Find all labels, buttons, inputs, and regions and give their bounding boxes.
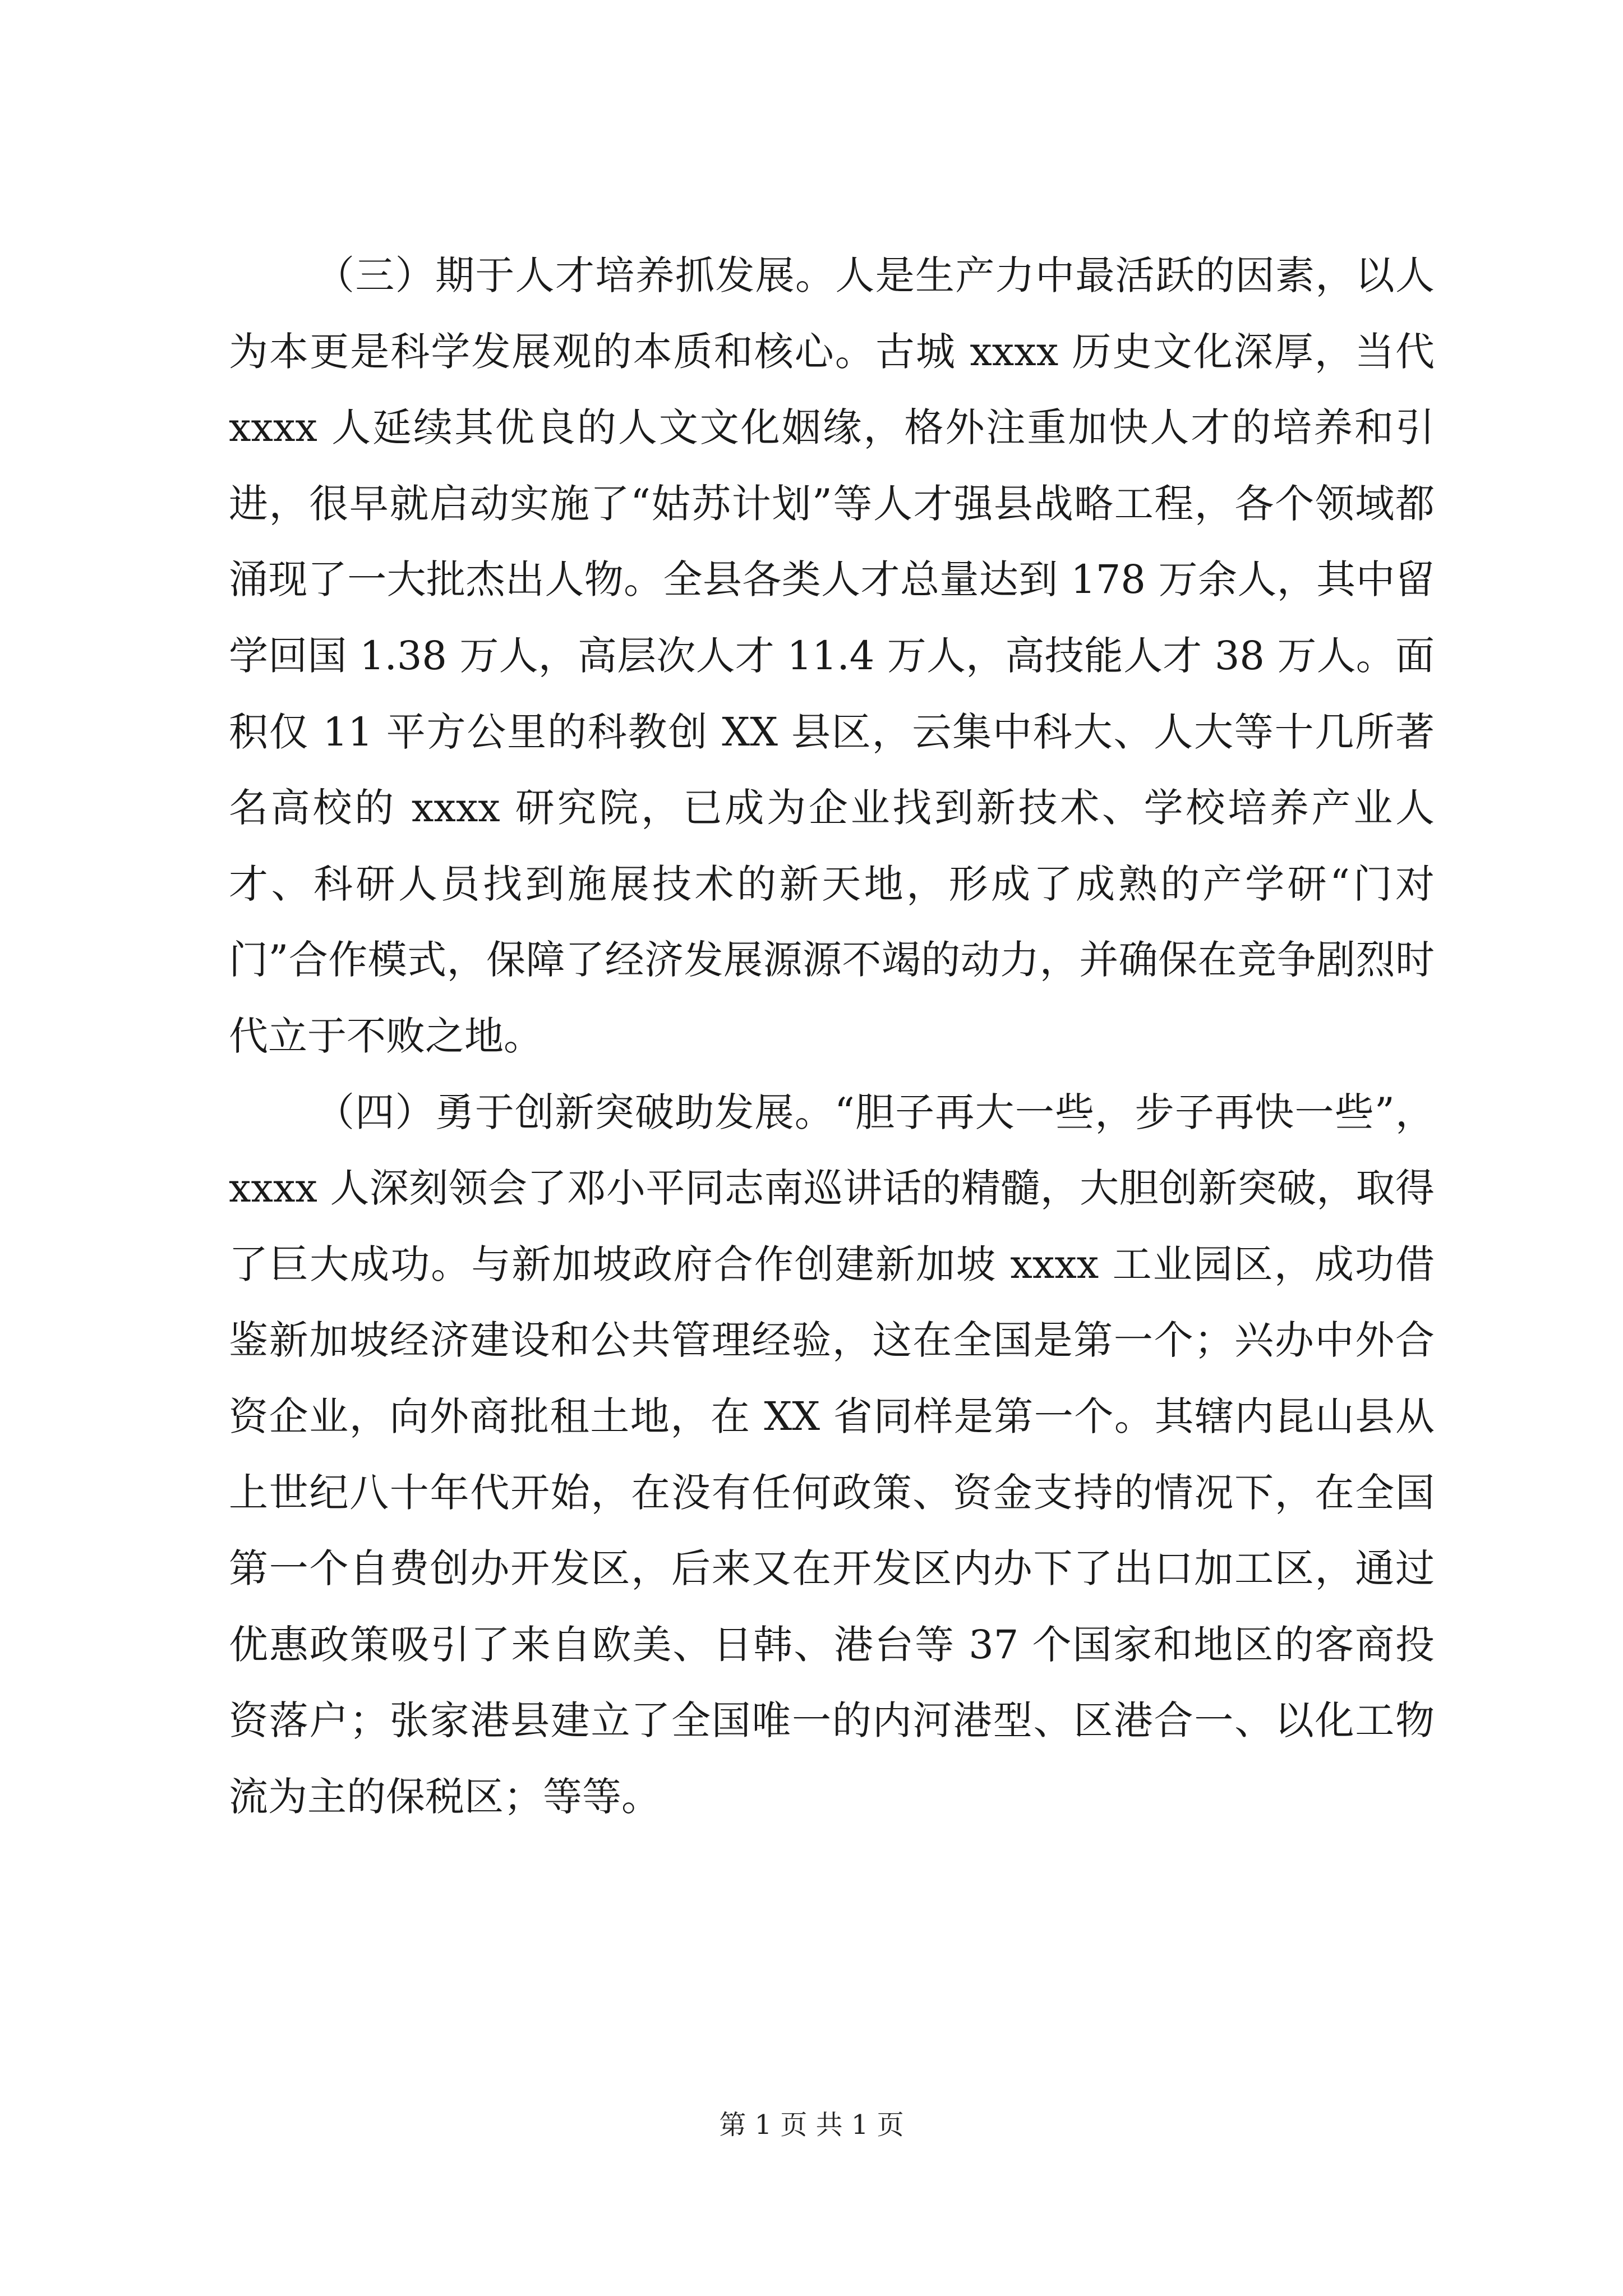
document-body <box>229 238 1435 1835</box>
page-footer: 第 1 页 共 1 页 <box>719 2109 904 2141</box>
paragraph-innovation-breakthrough: （四）勇于创新突破助发展。“胆子再大一些，步子再快一些”，xxxx 人深刻领会了邓小平同志南巡讲话的精髓，大胆创新突破，取得了巨大成功。与新加坡政府合作创建新加坡 xxxx 工业园区，成功借鉴新加坡经济建设和公共管理经验，这在全国是第一个；兴办中外合资企业，向外商批租土地，在 XX 省同样是第一个。其辖内昆山县从上世纪八十年代开始，在没有任何政策、资金支持的情况下，在全国第一个自费创办开发区，后来又在开发区内办下了出口加工区，通过优惠政策吸引了来自欧美、日韩、港台等 37 个国家和地区的客商投资落户；张家港县建立了全国唯一的内河港型、区港合一、以化工物流为主的保税区；等等。 <box>229 1089 1435 1820</box>
paragraph-talent-cultivation: （三）期于人才培养抓发展。人是生产力中最活跃的因素，以人为本更是科学发展观的本质和核心。古城 xxxx 历史文化深厚，当代 xxxx 人延续其优良的人文文化姻缘，格外注重加快人才的培养和引进，很早就启动实施了“姑苏计划”等人才强县战略工程，各个领域都涌现了一大批杰出人物。全县各类人才总量达到 178 万余人，其中留学回国 1.38 万人，高层次人才 11.4 万人，高技能人才 38 万人。面积仅 11 平方公里的科教创 XX 县区，云集中科大、人大等十几所著名高校的 xxxx 研究院，已成为企业找到新技术、学校培养产业人才、科研人员找到施展技术的新天地，形成了成熟的产学研“门对门”合作模式，保障了经济发展源源不竭的动力，并确保在竞争剧烈时代立于不败之地。 <box>229 252 1435 1059</box>
